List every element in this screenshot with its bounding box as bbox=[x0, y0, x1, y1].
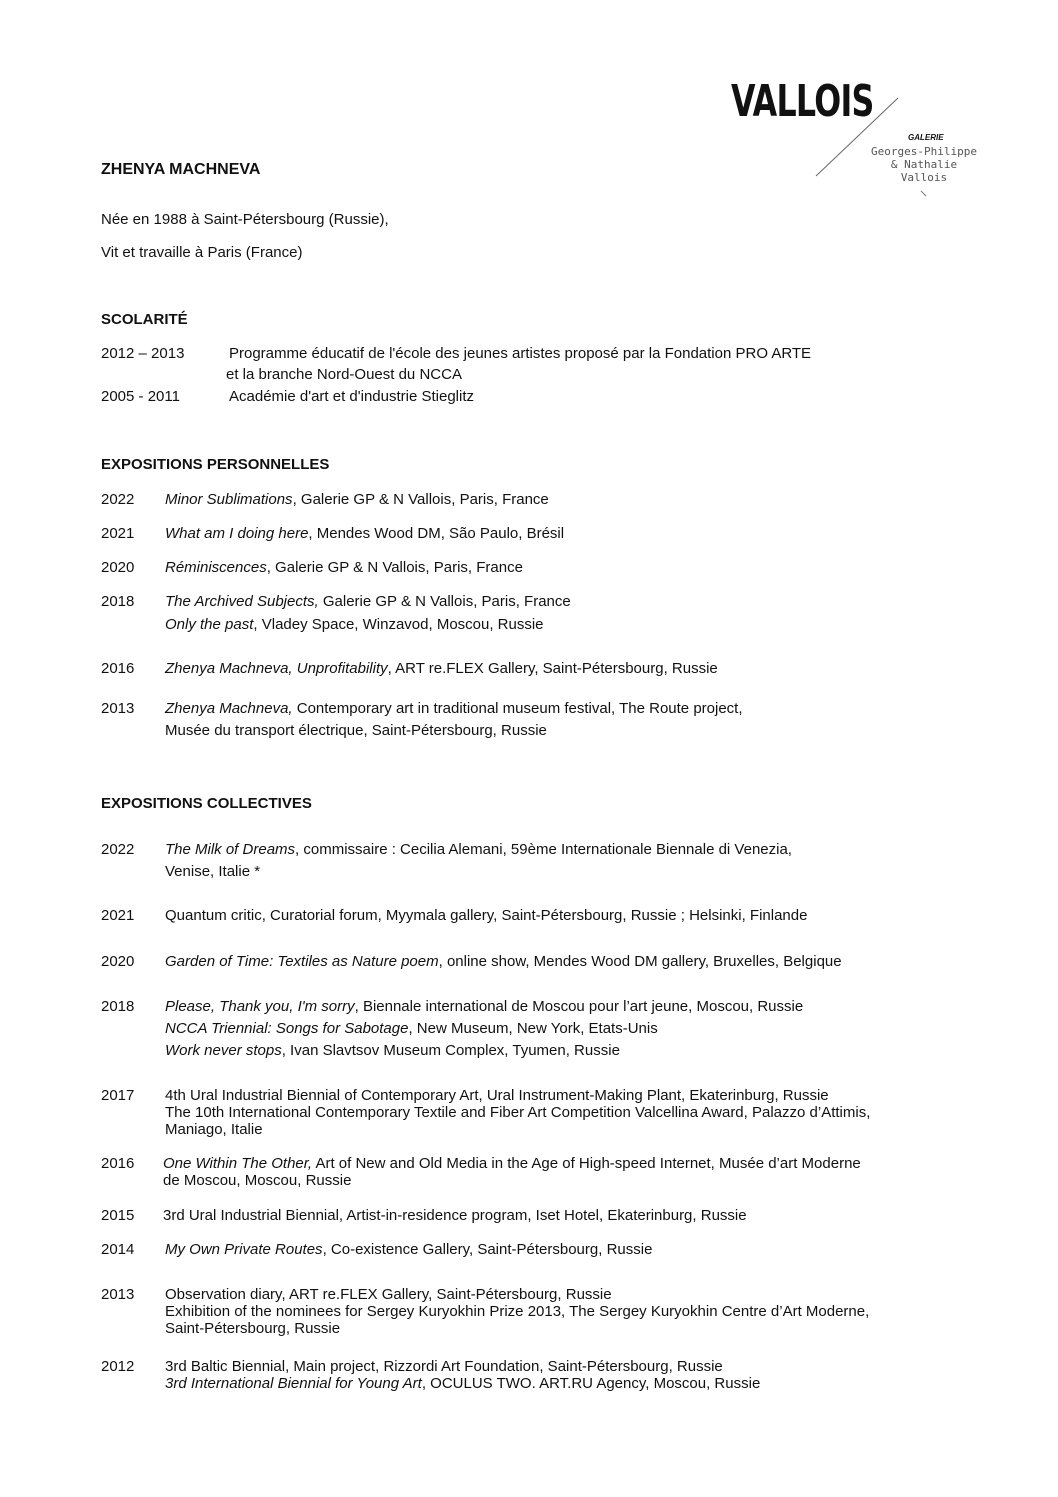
year-label: 2012 bbox=[101, 1358, 135, 1375]
year-label: 2016 bbox=[101, 660, 135, 677]
list-item: Saint-Pétersbourg, Russie bbox=[165, 1320, 341, 1337]
list-item: Maniago, Italie bbox=[165, 1121, 263, 1138]
year-label: 2016 bbox=[101, 1155, 135, 1172]
list-item: Réminiscences, Galerie GP & N Vallois, Paris, France bbox=[165, 559, 523, 576]
year-label: 2013 bbox=[101, 700, 135, 717]
year-label: 2020 bbox=[101, 953, 135, 970]
list-item: 3rd Baltic Biennial, Main project, Rizzordi Art Foundation, Saint-Pétersbourg, Russie bbox=[165, 1358, 723, 1375]
logo-wordmark: VALLOIS bbox=[731, 76, 874, 127]
section-heading-group: EXPOSITIONS COLLECTIVES bbox=[101, 795, 312, 812]
year-label: 2017 bbox=[101, 1087, 135, 1104]
logo-galerie-label: GALERIE bbox=[908, 133, 944, 142]
education-line: Programme éducatif de l'école des jeunes artistes proposé par la Fondation PRO ARTE bbox=[229, 345, 812, 362]
artist-birth: Née en 1988 à Saint-Pétersbourg (Russie), bbox=[101, 211, 389, 228]
education-years: 2012 – 2013 bbox=[101, 345, 185, 362]
list-item: The 10th International Contemporary Textile and Fiber Art Competition Valcellina Award, Palazzo d’Attimis, bbox=[165, 1104, 871, 1121]
year-label: 2013 bbox=[101, 1286, 135, 1303]
education-line: et la branche Nord-Ouest du NCCA bbox=[226, 366, 462, 383]
list-item: Observation diary, ART re.FLEX Gallery, Saint-Pétersbourg, Russie bbox=[165, 1286, 612, 1303]
list-item: Quantum critic, Curatorial forum, Myymala gallery, Saint-Pétersbourg, Russie ; Helsinki, Finlande bbox=[165, 907, 808, 924]
list-item: Zhenya Machneva, Contemporary art in traditional museum festival, The Route project, bbox=[165, 700, 743, 717]
list-item: de Moscou, Moscou, Russie bbox=[163, 1172, 352, 1189]
year-label: 2018 bbox=[101, 593, 135, 610]
list-item: The Milk of Dreams, commissaire : Cecilia Alemani, 59ème Internationale Biennale di Venezia, bbox=[165, 841, 792, 858]
logo-line-3: Vallois bbox=[900, 171, 948, 184]
list-item: Please, Thank you, I'm sorry, Biennale international de Moscou pour l’art jeune, Moscou, Russie bbox=[165, 998, 804, 1015]
year-label: 2018 bbox=[101, 998, 135, 1015]
logo-line-2: & Nathalie bbox=[890, 158, 958, 171]
list-item: 4th Ural Industrial Biennial of Contemporary Art, Ural Instrument-Making Plant, Ekaterinburg, Russie bbox=[165, 1087, 829, 1104]
list-item: The Archived Subjects, Galerie GP & N Vallois, Paris, France bbox=[165, 593, 571, 610]
list-item: My Own Private Routes, Co-existence Gallery, Saint-Pétersbourg, Russie bbox=[165, 1241, 653, 1258]
education-line: Académie d'art et d'industrie Stieglitz bbox=[229, 388, 475, 405]
list-item: What am I doing here, Mendes Wood DM, São Paulo, Brésil bbox=[165, 525, 565, 542]
section-heading-scolarite: SCOLARITÉ bbox=[101, 311, 188, 328]
list-item: Only the past, Vladey Space, Winzavod, Moscou, Russie bbox=[165, 616, 544, 633]
year-label: 2022 bbox=[101, 491, 135, 508]
year-label: 2021 bbox=[101, 907, 135, 924]
education-years: 2005 - 2011 bbox=[101, 388, 180, 405]
artist-name: ZHENYA MACHNEVA bbox=[101, 161, 261, 178]
list-item: Garden of Time: Textiles as Nature poem, online show, Mendes Wood DM gallery, Bruxelles, Belgique bbox=[165, 953, 842, 970]
year-label: 2014 bbox=[101, 1241, 135, 1258]
year-label: 2020 bbox=[101, 559, 135, 576]
list-item: Zhenya Machneva, Unprofitability, ART re.FLEX Gallery, Saint-Pétersbourg, Russie bbox=[165, 660, 718, 677]
list-item: Work never stops, Ivan Slavtsov Museum Complex, Tyumen, Russie bbox=[165, 1042, 620, 1059]
list-item: One Within The Other, Art of New and Old Media in the Age of High-speed Internet, Musée d’art Moderne bbox=[163, 1155, 861, 1172]
year-label: 2021 bbox=[101, 525, 135, 542]
year-label: 2015 bbox=[101, 1207, 135, 1224]
list-item: 3rd International Biennial for Young Art, OCULUS TWO. ART.RU Agency, Moscou, Russie bbox=[165, 1375, 761, 1392]
logo-tick bbox=[920, 190, 928, 198]
list-item: 3rd Ural Industrial Biennial, Artist-in-residence program, Iset Hotel, Ekaterinburg, Russie bbox=[163, 1207, 747, 1224]
artist-residence: Vit et travaille à Paris (France) bbox=[101, 244, 303, 261]
section-heading-solo: EXPOSITIONS PERSONNELLES bbox=[101, 456, 330, 473]
logo-line-1: Georges-Philippe bbox=[871, 145, 977, 158]
list-item: Musée du transport électrique, Saint-Pétersbourg, Russie bbox=[165, 722, 547, 739]
list-item: NCCA Triennial: Songs for Sabotage, New Museum, New York, Etats-Unis bbox=[165, 1020, 658, 1037]
list-item: Minor Sublimations, Galerie GP & N Vallois, Paris, France bbox=[165, 491, 549, 508]
year-label: 2022 bbox=[101, 841, 135, 858]
list-item: Venise, Italie * bbox=[165, 863, 261, 880]
list-item: Exhibition of the nominees for Sergey Kuryokhin Prize 2013, The Sergey Kuryokhin Centre d’Art Moderne, bbox=[165, 1303, 870, 1320]
